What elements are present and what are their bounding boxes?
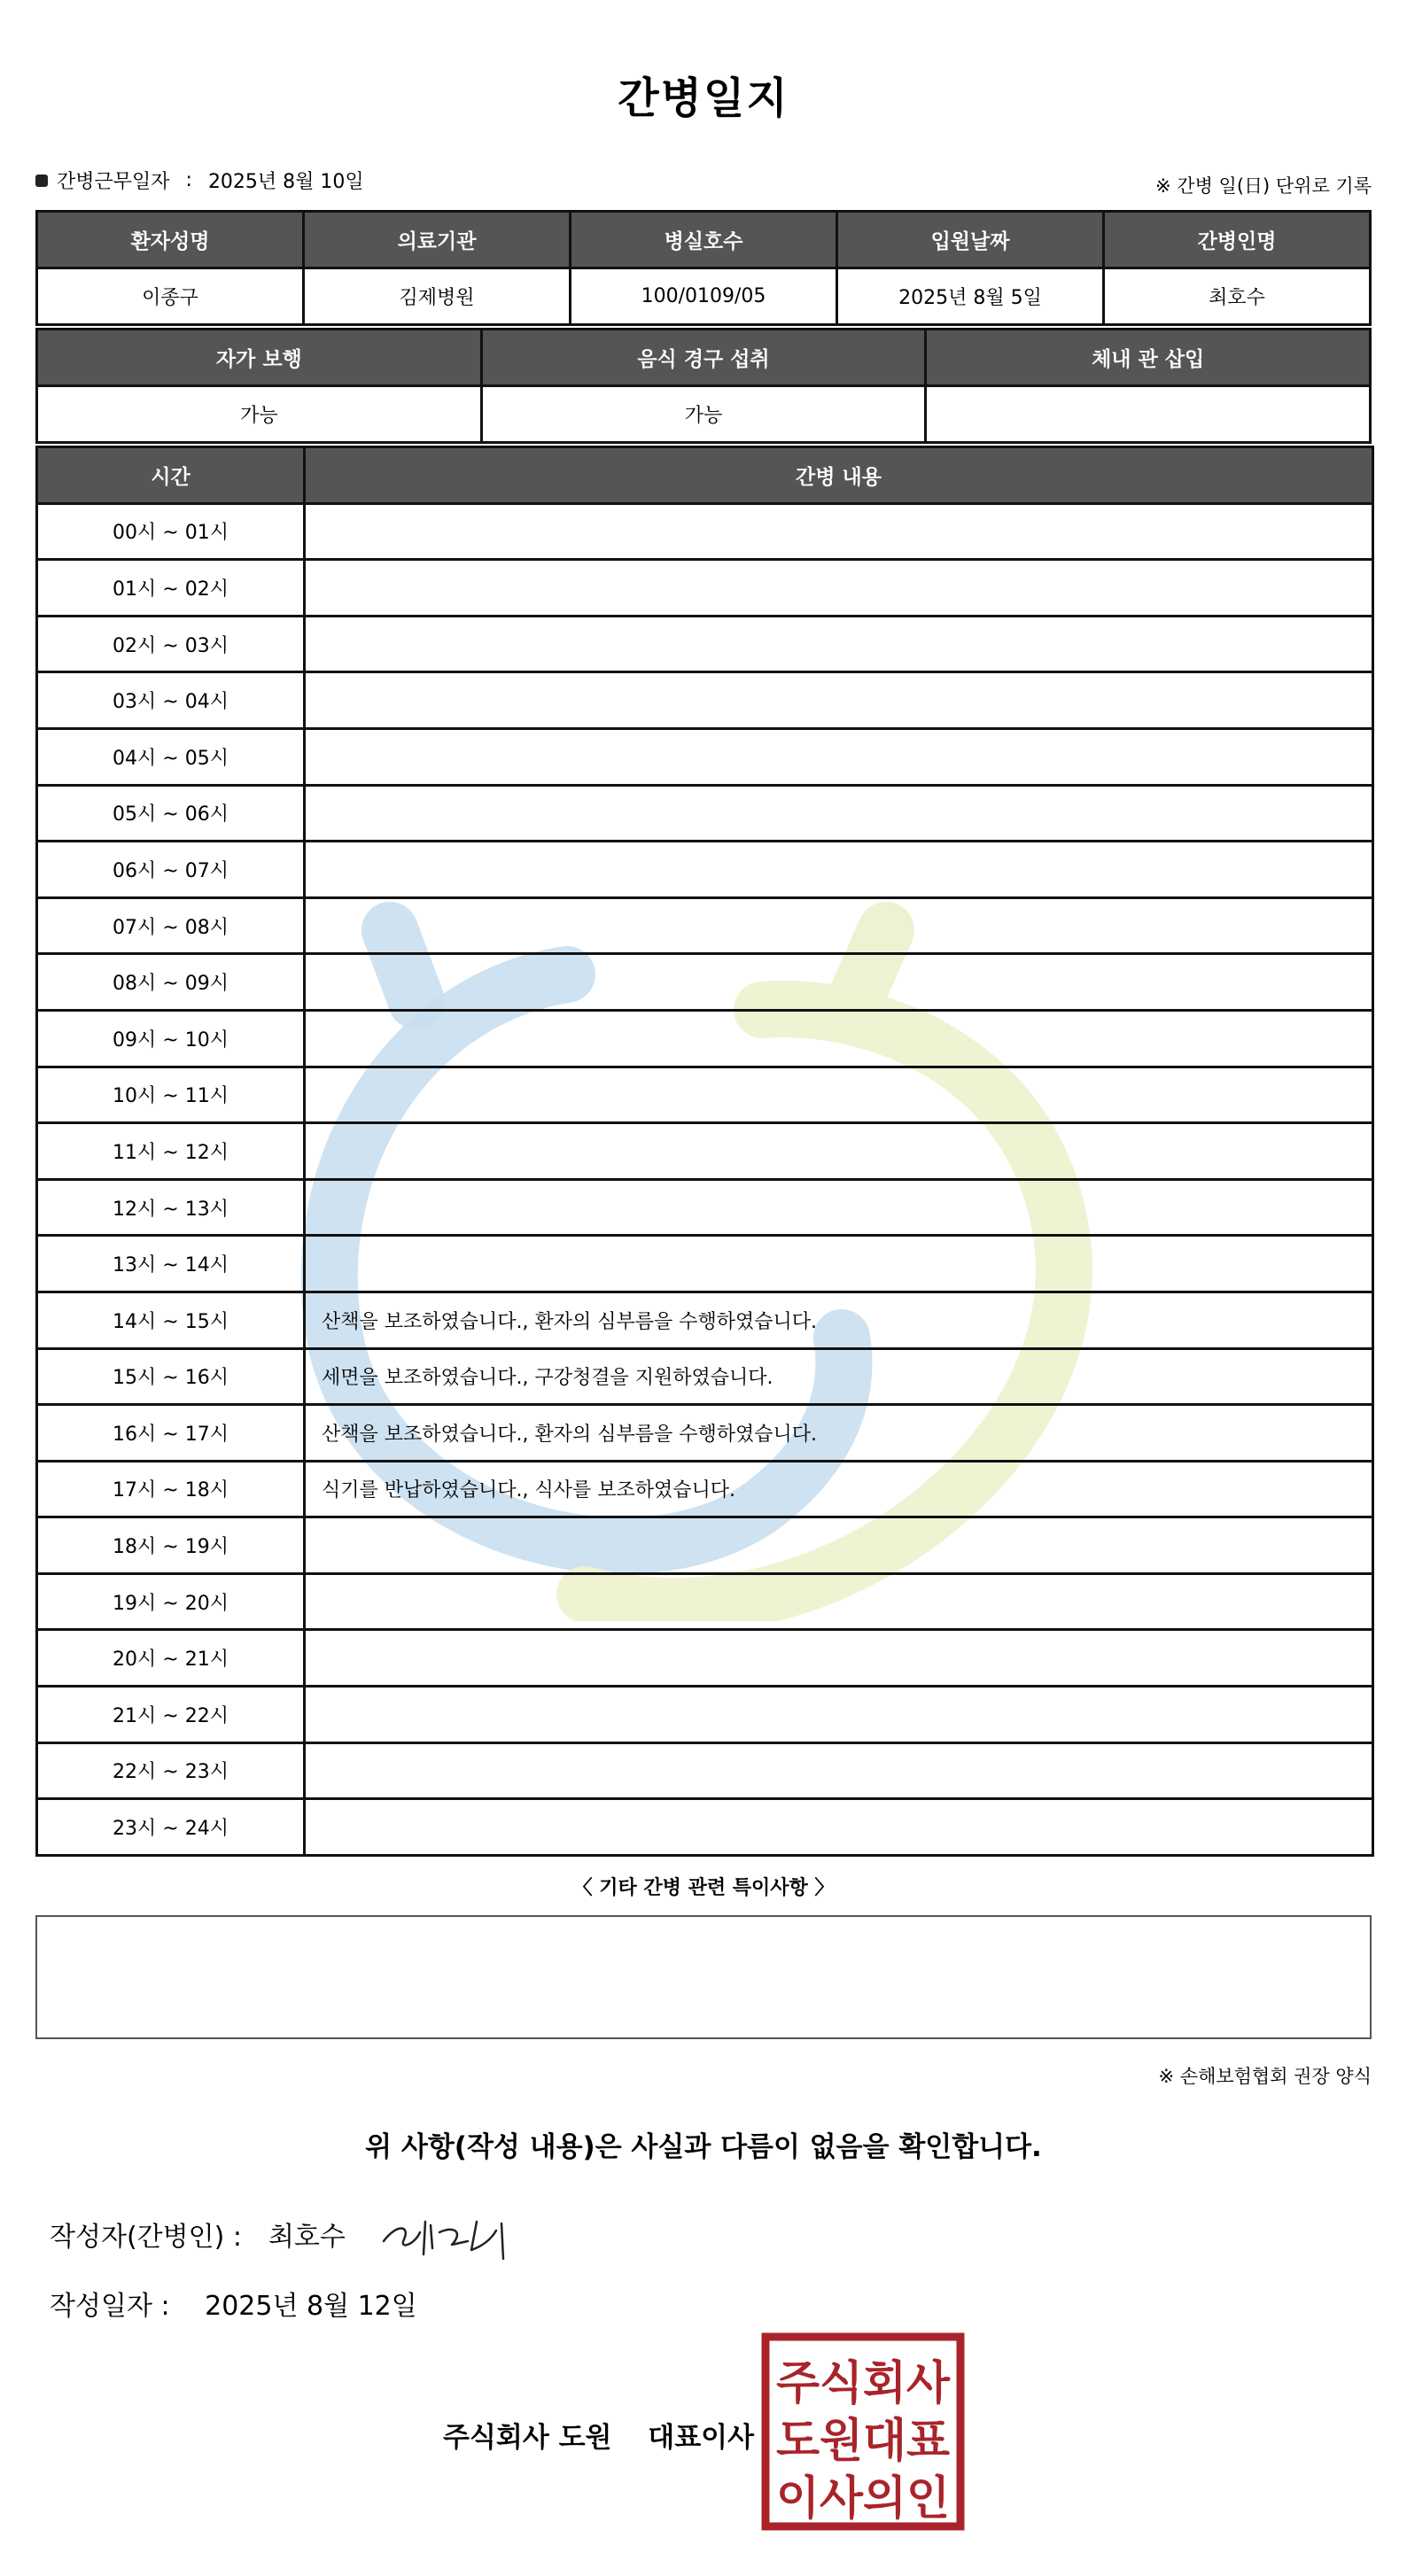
log-content-cell[interactable]: 산책을 보조하였습니다., 환자의 심부름을 수행하였습니다. — [305, 1292, 1373, 1348]
log-content-cell[interactable] — [305, 1517, 1373, 1574]
log-row — [37, 616, 1373, 672]
log-content-cell[interactable] — [305, 560, 1373, 617]
log-row — [37, 1236, 1373, 1292]
unit-note: ※ 간병 일(日) 단위로 기록 — [1155, 175, 1372, 197]
log-time-cell: 02시 ~ 03시 — [37, 616, 305, 672]
patient-header-row — [37, 212, 1371, 268]
square-bullet-icon — [35, 175, 48, 187]
writer-label: 작성자(간병인) : — [50, 2222, 242, 2253]
log-row — [37, 1123, 1373, 1180]
log-header-row — [37, 447, 1373, 504]
header-care-content: 간병 내용 — [305, 447, 1373, 504]
company-seal-stamp — [760, 2332, 966, 2532]
log-time-cell: 06시 ~ 07시 — [37, 842, 305, 898]
header-self-walking: 자가 보행 — [37, 330, 482, 386]
log-content-cell[interactable] — [305, 1179, 1373, 1236]
work-date-group — [35, 167, 364, 194]
oral-intake-cell[interactable]: 가능 — [481, 386, 926, 443]
work-date-label: 간병근무일자 — [57, 171, 170, 193]
seal-line-1: 주식회사 — [776, 2357, 951, 2410]
room-number-cell[interactable]: 100/0109/05 — [571, 268, 837, 325]
log-content-cell[interactable] — [305, 1630, 1373, 1687]
log-time-cell: 08시 ~ 09시 — [37, 954, 305, 1011]
log-time-cell: 07시 ~ 08시 — [37, 897, 305, 954]
log-time-cell: 18시 ~ 19시 — [37, 1517, 305, 1574]
patient-value-row — [37, 268, 1371, 325]
writer-name: 최호수 — [268, 2222, 346, 2253]
log-content-cell[interactable] — [305, 616, 1373, 672]
handwritten-signature — [379, 2206, 530, 2268]
log-row — [37, 728, 1373, 785]
log-time-cell: 05시 ~ 06시 — [37, 785, 305, 842]
log-row — [37, 1517, 1373, 1574]
header-oral-intake: 음식 경구 섭취 — [481, 330, 926, 386]
log-time-cell: 10시 ~ 11시 — [37, 1067, 305, 1123]
log-row — [37, 842, 1373, 898]
header-admission-date: 입원날짜 — [837, 212, 1104, 268]
log-time-cell: 01시 ~ 02시 — [37, 560, 305, 617]
patient-info-table — [35, 210, 1372, 326]
footer-note: ※ 손해보험협회 권장 양식 — [1158, 2066, 1372, 2087]
log-row — [37, 1573, 1373, 1630]
log-row — [37, 1405, 1373, 1462]
page-title: 간병일지 — [618, 74, 789, 123]
company-title: 대표이사 — [648, 2422, 755, 2454]
log-content-cell[interactable] — [305, 1799, 1373, 1856]
log-time-cell: 23시 ~ 24시 — [37, 1799, 305, 1856]
log-row — [37, 1742, 1373, 1799]
log-time-cell: 13시 ~ 14시 — [37, 1236, 305, 1292]
log-time-cell: 22시 ~ 23시 — [37, 1742, 305, 1799]
log-row — [37, 1292, 1373, 1348]
log-content-cell[interactable] — [305, 728, 1373, 785]
company-signature-line — [443, 2415, 754, 2455]
log-content-cell[interactable] — [305, 1236, 1373, 1292]
header-patient-name: 환자성명 — [37, 212, 304, 268]
notes-box[interactable] — [35, 1915, 1372, 2039]
log-content-cell[interactable] — [305, 1123, 1373, 1180]
written-date-label: 작성일자 : — [50, 2291, 170, 2322]
log-content-cell[interactable] — [305, 842, 1373, 898]
log-content-cell[interactable] — [305, 1573, 1373, 1630]
log-row — [37, 1348, 1373, 1405]
header-room-number: 병실호수 — [571, 212, 837, 268]
log-time-cell: 21시 ~ 22시 — [37, 1687, 305, 1743]
tube-insertion-cell[interactable] — [926, 386, 1371, 443]
log-time-cell: 14시 ~ 15시 — [37, 1292, 305, 1348]
log-time-cell: 09시 ~ 10시 — [37, 1010, 305, 1067]
log-content-cell[interactable] — [305, 1687, 1373, 1743]
confirmation-statement: 위 사항(작성 내용)은 사실과 다름이 없음을 확인합니다. — [365, 2131, 1042, 2163]
log-row — [37, 954, 1373, 1011]
work-date-separator: : — [185, 169, 192, 191]
log-time-cell: 19시 ~ 20시 — [37, 1573, 305, 1630]
seal-line-2: 도원대표 — [776, 2415, 950, 2468]
patient-status-table — [35, 328, 1372, 444]
log-row — [37, 672, 1373, 729]
log-time-cell: 00시 ~ 01시 — [37, 503, 305, 560]
log-row — [37, 785, 1373, 842]
written-date-value: 2025년 8월 12일 — [205, 2291, 417, 2322]
log-content-cell[interactable] — [305, 954, 1373, 1011]
log-time-cell: 03시 ~ 04시 — [37, 672, 305, 729]
log-content-cell[interactable] — [305, 1742, 1373, 1799]
log-content-cell[interactable] — [305, 785, 1373, 842]
log-time-cell: 20시 ~ 21시 — [37, 1630, 305, 1687]
log-row — [37, 1067, 1373, 1123]
log-time-cell: 17시 ~ 18시 — [37, 1461, 305, 1517]
log-row — [37, 1799, 1373, 1856]
log-row — [37, 1010, 1373, 1067]
log-content-cell[interactable] — [305, 503, 1373, 560]
seal-line-3: 이사의인 — [776, 2472, 950, 2526]
log-content-cell[interactable] — [305, 897, 1373, 954]
info-row — [35, 167, 1372, 198]
care-log-table — [35, 446, 1374, 1857]
header-time: 시간 — [37, 447, 305, 504]
hospital-cell[interactable]: 김제병원 — [304, 268, 571, 325]
log-body — [37, 503, 1373, 1855]
caregiver-name-cell[interactable]: 최호수 — [1104, 268, 1371, 325]
log-row — [37, 1179, 1373, 1236]
written-date-row — [50, 2284, 417, 2323]
log-row — [37, 897, 1373, 954]
log-content-cell[interactable] — [305, 672, 1373, 729]
header-tube-insertion: 체내 관 삽입 — [926, 330, 1371, 386]
admission-date-cell[interactable]: 2025년 8월 5일 — [837, 268, 1104, 325]
header-caregiver-name: 간병인명 — [1104, 212, 1371, 268]
log-content-cell[interactable] — [305, 1067, 1373, 1123]
log-content-cell[interactable]: 세면을 보조하였습니다., 구강청결을 지원하였습니다. — [305, 1348, 1373, 1405]
log-row — [37, 560, 1373, 617]
log-content-cell[interactable] — [305, 1010, 1373, 1067]
log-time-cell: 12시 ~ 13시 — [37, 1179, 305, 1236]
patient-name-cell[interactable]: 이종구 — [37, 268, 304, 325]
header-hospital: 의료기관 — [304, 212, 571, 268]
log-content-cell[interactable]: 산책을 보조하였습니다., 환자의 심부름을 수행하였습니다. — [305, 1405, 1373, 1462]
status-header-row — [37, 330, 1371, 386]
log-time-cell: 16시 ~ 17시 — [37, 1405, 305, 1462]
log-time-cell: 11시 ~ 12시 — [37, 1123, 305, 1180]
writer-row — [50, 2215, 346, 2254]
log-content-cell[interactable]: 식기를 반납하였습니다., 식사를 보조하였습니다. — [305, 1461, 1373, 1517]
log-time-cell: 04시 ~ 05시 — [37, 728, 305, 785]
log-time-cell: 15시 ~ 16시 — [37, 1348, 305, 1405]
company-name: 주식회사 도원 — [443, 2422, 612, 2454]
log-row — [37, 1687, 1373, 1743]
log-row — [37, 1630, 1373, 1687]
notes-title: 〈 기타 간병 관련 특이사항 〉 — [572, 1877, 835, 1899]
work-date-value: 2025년 8월 10일 — [207, 171, 364, 193]
status-value-row — [37, 386, 1371, 443]
log-row — [37, 503, 1373, 560]
log-row — [37, 1461, 1373, 1517]
self-walking-cell[interactable]: 가능 — [37, 386, 482, 443]
